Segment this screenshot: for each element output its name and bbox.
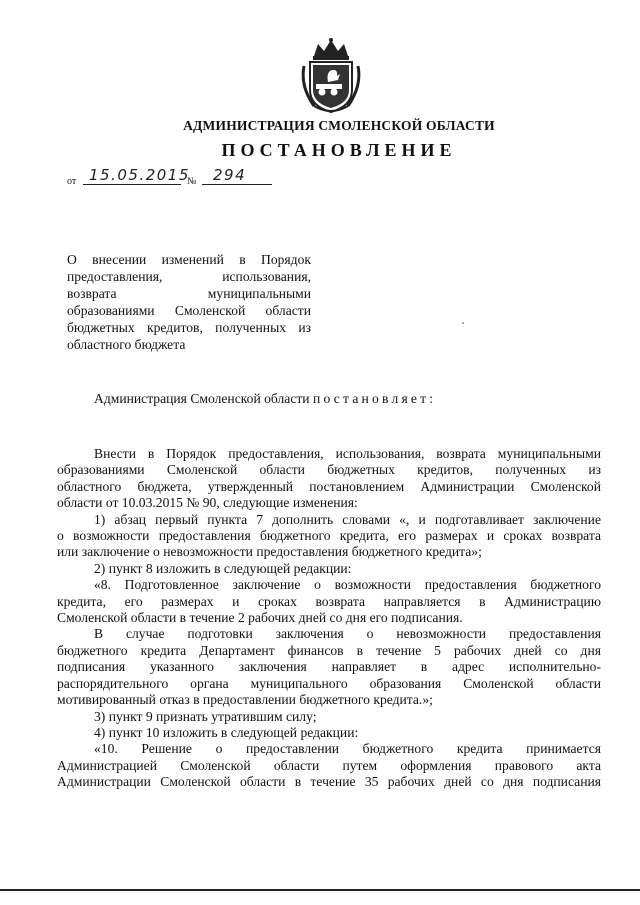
scan-bottom-edge xyxy=(0,889,640,891)
body-line: образованиями Смоленской области бюджетных кредитов, полученных из xyxy=(57,462,601,478)
date-underline xyxy=(83,184,181,185)
subject-line: бюджетных кредитов, полученных из xyxy=(67,320,311,335)
document-type-title: ПОСТАНОВЛЕНИЕ xyxy=(221,140,457,160)
body-line: Администрации Смоленской области в течение 35 рабочих дней со дня подписания xyxy=(57,774,601,790)
number-underline xyxy=(202,184,272,185)
body-line: 4) пункт 10 изложить в следующей редакции: xyxy=(94,724,359,740)
preamble xyxy=(94,391,436,407)
body-line: 1) абзац первый пункта 7 дополнить словами «, и подготавливает заключение xyxy=(94,511,601,527)
body-line: о возможности предоставления бюджетного кредита, его размерах и сроках возврата xyxy=(57,528,601,544)
smolensk-coat-of-arms-icon xyxy=(296,36,366,114)
preamble-text: Администрация Смоленской области xyxy=(94,391,313,406)
issuing-authority: АДМИНИСТРАЦИЯ СМОЛЕНСКОЙ ОБЛАСТИ xyxy=(183,118,495,133)
body-line: 2) пункт 8 изложить в следующей редакции: xyxy=(94,560,352,576)
body-line: области от 10.03.2015 № 90, следующие изменения: xyxy=(57,495,358,511)
body-line: В случае подготовки заключения о невозможности предоставления xyxy=(94,626,601,642)
date-value: 15.05.2015 xyxy=(89,166,190,184)
body-line: Администрацией Смоленской области путем оформления правового акта xyxy=(57,757,601,773)
body-line: или заключение о невозможности предоставления бюджетного кредита»; xyxy=(57,544,482,560)
subject-line: образованиями Смоленской области xyxy=(67,303,311,318)
body-line: «8. Подготовленное заключение о возможности предоставления бюджетного xyxy=(94,577,601,593)
body-line: бюджетного кредита Департамент финансов в течение 5 рабочих дней со дня xyxy=(57,642,601,658)
body-line: 3) пункт 9 признать утратившим силу; xyxy=(94,708,317,724)
number-label: № xyxy=(187,176,197,187)
subject-line: областного бюджета xyxy=(67,337,186,352)
body-line: «10. Решение о предоставлении бюджетного кредита принимается xyxy=(94,741,601,757)
body-line: подписания указанного заключения направляет в адрес исполнительно- xyxy=(57,659,601,675)
body-line: кредита, его размерах и сроках возврата направляется в Администрацию xyxy=(57,593,601,609)
subject-line: возврата муниципальными xyxy=(67,286,311,301)
body-line: мотивированный отказ в предоставлении бюджетного кредита.»; xyxy=(57,692,433,708)
date-number-line xyxy=(67,166,307,188)
scan-speck xyxy=(462,322,464,324)
subject-line: О внесении изменений в Порядок xyxy=(67,252,311,267)
decree-body xyxy=(57,446,601,791)
body-line: распорядительного органа муниципального образования Смоленской области xyxy=(57,675,601,691)
body-line: Смоленской области в течение 2 рабочих дней со дня его подписания. xyxy=(57,610,463,626)
subject-line: предоставления, использования, xyxy=(67,269,311,284)
decree-subject xyxy=(67,251,311,353)
body-line: областного бюджета, утвержденный постановлением Администрации Смоленской xyxy=(57,478,601,494)
date-label: от xyxy=(67,176,77,187)
body-line: Внести в Порядок предоставления, использования, возврата муниципальными xyxy=(94,446,601,461)
preamble-resolves: постановляет: xyxy=(312,391,437,406)
number-value: 294 xyxy=(213,166,247,184)
